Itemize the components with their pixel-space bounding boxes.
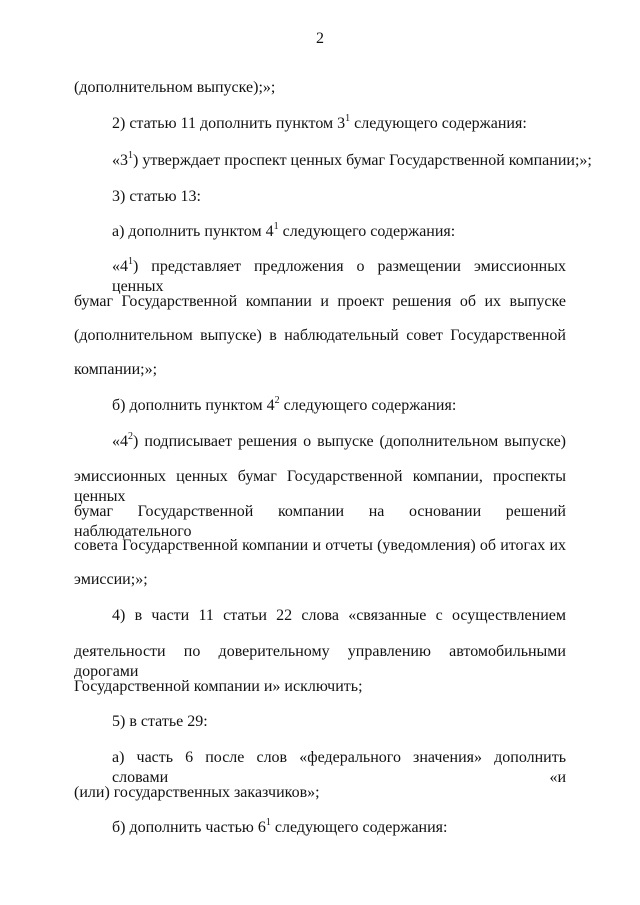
- text-span: «4: [112, 258, 128, 275]
- text-span: ) утверждает проспект ценных бумаг Государственной компании;»;: [133, 152, 592, 169]
- text-span: 2) статью 11 дополнить пунктом 3: [112, 115, 346, 132]
- text-line: [112, 187, 201, 207]
- text-line: совета Государственной компании и отчеты (уведомления) об итогах их: [74, 537, 566, 554]
- superscript: 1: [345, 112, 351, 124]
- text-span: ) подписывает решения о выпуске (дополнительном выпуске): [133, 433, 566, 450]
- superscript: 1: [128, 149, 133, 161]
- text-span: б) дополнить частью 6: [112, 819, 266, 836]
- text-span: б) дополнить пунктом 4: [112, 397, 275, 414]
- text-span: следующего содержания:: [278, 223, 456, 240]
- text-line: Государственной компании и» исключить;: [74, 678, 363, 695]
- text-line: (или) государственных заказчиков»;: [74, 784, 320, 801]
- text-line: [112, 396, 456, 416]
- text-line: [74, 78, 275, 98]
- text-span: а) дополнить пунктом 4: [112, 223, 274, 240]
- text-line: деятельности по доверительному управлению автомобильными дорогами: [74, 643, 566, 680]
- text-line: эмиссионных ценных бумаг Государственной компании, проспекты ценных: [74, 468, 566, 505]
- superscript: 2: [274, 394, 280, 406]
- text-line: компании;»;: [74, 361, 158, 378]
- superscript: 1: [273, 220, 279, 232]
- text-span: следующего содержания:: [270, 819, 448, 836]
- text-line: эмиссии;»;: [74, 571, 148, 588]
- text-line: а) часть 6 после слов «федерального значения» дополнить словами «и: [112, 749, 566, 786]
- text-line: бумаг Государственной компании на основании решений наблюдательного: [74, 503, 566, 540]
- text-line: [112, 151, 592, 171]
- text-line: [112, 222, 455, 242]
- superscript: 2: [128, 430, 133, 442]
- superscript: 1: [128, 255, 133, 267]
- text-line: [112, 114, 527, 134]
- text-line: 4) в части 11 статьи 22 слова «связанные с осуществлением: [112, 607, 566, 624]
- text-line: [112, 818, 447, 838]
- text-span: ) представляет предложения о размещении эмиссионных ценных: [112, 258, 566, 295]
- superscript: 1: [265, 816, 271, 828]
- text-span: следующего содержания:: [279, 397, 457, 414]
- text-span: следующего содержания:: [350, 115, 527, 132]
- text-span: 3) статью 13:: [112, 188, 201, 205]
- text-span: «4: [112, 433, 128, 450]
- text-span: (дополнительном выпуске);»;: [74, 79, 276, 96]
- text-span: «3: [112, 152, 128, 169]
- text-line: 5) в статье 29:: [112, 713, 208, 730]
- text-line: (дополнительном выпуске) в наблюдательный совет Государственной: [74, 327, 566, 344]
- text-line: бумаг Государственной компании и проект решения об их выпуске: [74, 293, 566, 310]
- text-line: [112, 257, 566, 297]
- page-number: 2: [316, 30, 324, 47]
- text-line: [112, 432, 566, 452]
